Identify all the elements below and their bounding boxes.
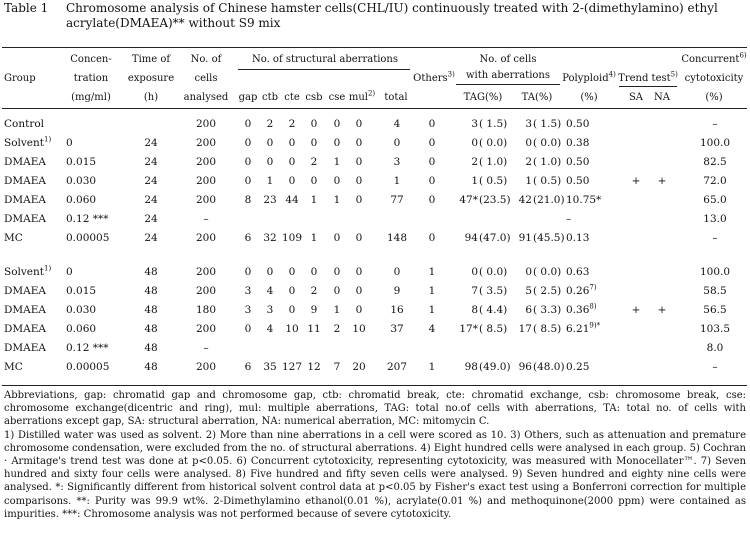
cell-time: 24 <box>144 194 158 206</box>
header-cte: cte <box>284 92 300 103</box>
cell-cte: 0 <box>288 304 296 316</box>
cell-tagp: ( 0.5) <box>479 175 508 187</box>
cell-total: 207 <box>386 361 408 373</box>
cell-poly: 0.13 <box>566 232 590 244</box>
cell-conc: 0.060 <box>66 323 97 335</box>
cell-cells: 200 <box>195 194 217 206</box>
cell-time: 48 <box>144 342 158 354</box>
cell-conc: 0.015 <box>66 156 97 168</box>
cell-others: 0 <box>428 156 436 168</box>
cell-mul: 0 <box>355 118 363 130</box>
cell-others: 0 <box>428 175 436 187</box>
cell-group: DMAEA <box>4 323 46 335</box>
cell-time: 24 <box>144 137 158 149</box>
cell-others: 1 <box>428 285 436 297</box>
cell-total: 4 <box>393 118 401 130</box>
cell-tagp: (23.5) <box>479 194 511 206</box>
cell-cells: 200 <box>195 175 217 187</box>
cell-tag: 47* <box>459 194 478 206</box>
header-ta: TA(%) <box>521 92 553 103</box>
cell-cells: 200 <box>195 323 217 335</box>
header-total: total <box>384 92 408 103</box>
cell-tagp: (47.0) <box>479 232 511 244</box>
cell-cyto: 72.0 <box>703 175 727 187</box>
cell-cells: 200 <box>195 285 217 297</box>
cell-cte: 2 <box>288 118 296 130</box>
header-cytotoxicity-1: Concurrent$^{6)}$ <box>681 51 747 65</box>
header-csb: csb <box>305 92 323 103</box>
cell-conc: 0.12 *** <box>66 342 109 354</box>
header-mul: mul$^{2)}$ <box>348 89 376 103</box>
cell-mul: 20 <box>352 361 366 373</box>
table-title-line-2: acrylate(DMAEA)** without S9 mix <box>66 16 281 30</box>
cell-ctb: 2 <box>266 118 274 130</box>
cell-tap: ( 0.0) <box>533 137 562 149</box>
cell-cyto: 56.5 <box>703 304 727 316</box>
cell-tag: 94 <box>464 232 478 244</box>
cell-na: + <box>657 175 667 187</box>
cell-tagp: (49.0) <box>479 361 511 373</box>
cell-gap: 3 <box>244 304 252 316</box>
cell-poly: – <box>566 213 572 225</box>
cell-conc: 0.015 <box>66 285 97 297</box>
header-time-1: Time of <box>131 54 171 65</box>
header-others: Others$^{3)}$ <box>413 70 455 84</box>
cell-cse: 7 <box>333 361 341 373</box>
cell-time: 24 <box>144 232 158 244</box>
cell-mul: 0 <box>355 194 363 206</box>
cell-cyto: – <box>712 118 718 130</box>
abbreviations-note: Abbreviations, gap: chromatid gap and chromosome gap, ctb: chromatid break, cte: chromatid exchange, csb: chromosome break, cse: chromosome exchange(dicentric and ring), mul: multiple aberrations, TAG: total no.of cells with aberrations, TA: total no. of cells with aberrations except gap, SA: structural aberration, NA: numerical aberration, MC: mitomycin C. <box>4 390 746 428</box>
header-cells-1: No. of <box>190 54 222 65</box>
cell-group: DMAEA <box>4 342 46 354</box>
cell-gap: 8 <box>244 194 252 206</box>
cell-poly: 0.38 <box>566 137 590 149</box>
cell-cells: – <box>203 342 209 354</box>
cell-cse: 2 <box>333 323 341 335</box>
header-rule <box>2 108 747 109</box>
cell-tag: 8 <box>471 304 478 316</box>
cell-cyto: 65.0 <box>703 194 727 206</box>
cell-ctb: 0 <box>266 156 274 168</box>
cell-total: 77 <box>390 194 404 206</box>
cell-others: 1 <box>428 266 436 278</box>
cell-gap: 3 <box>244 285 252 297</box>
cell-poly: 0.50 <box>566 175 590 187</box>
cell-tag: 2 <box>471 156 478 168</box>
cell-group: MC <box>4 361 23 373</box>
cell-tag: 0 <box>471 266 478 278</box>
cell-csb: 2 <box>310 285 318 297</box>
cell-poly: 0.63 <box>566 266 590 278</box>
cell-tap: ( 0.0) <box>533 266 562 278</box>
cell-poly: 0.36$^{8)}$ <box>566 302 597 316</box>
cell-poly: 0.26$^{7)}$ <box>566 283 597 297</box>
structural-subrule <box>238 69 410 70</box>
cell-cse: 0 <box>333 266 341 278</box>
cell-time: 48 <box>144 266 158 278</box>
header-concentration-3: (mg/ml) <box>71 92 111 103</box>
cell-csb: 12 <box>307 361 321 373</box>
cell-cyto: 100.0 <box>699 137 731 149</box>
cell-cte: 10 <box>285 323 299 335</box>
cell-cte: 0 <box>288 137 296 149</box>
cell-poly: $6.21^{9)*}$ <box>566 321 601 335</box>
cell-group: Solvent$^{1)}$ <box>4 135 52 149</box>
header-with-aberrations-1: No. of cells <box>479 54 537 65</box>
cell-total: 3 <box>393 156 401 168</box>
cell-poly: 0.25 <box>566 361 590 373</box>
cell-cyto: 100.0 <box>699 266 731 278</box>
header-ctb: ctb <box>261 92 279 103</box>
cell-time: 24 <box>144 175 158 187</box>
cell-conc: 0.060 <box>66 194 97 206</box>
cell-conc: 0.030 <box>66 304 97 316</box>
cell-cells: 200 <box>195 361 217 373</box>
cell-tag: 1 <box>471 175 478 187</box>
cell-cyto: 82.5 <box>703 156 727 168</box>
header-concentration-2: tration <box>73 73 109 84</box>
cell-sa: + <box>631 304 641 316</box>
cell-tap: ( 1.0) <box>533 156 562 168</box>
header-structural-aberrations: No. of structural aberrations <box>251 54 398 65</box>
cell-cte: 0 <box>288 266 296 278</box>
cell-gap: 0 <box>244 323 252 335</box>
cell-csb: 1 <box>310 194 318 206</box>
cell-conc: 0.12 *** <box>66 213 109 225</box>
cell-gap: 0 <box>244 175 252 187</box>
cell-time: 48 <box>144 323 158 335</box>
cell-others: 1 <box>428 361 436 373</box>
cell-csb: 11 <box>307 323 321 335</box>
cell-mul: 0 <box>355 156 363 168</box>
cell-conc: 0 <box>66 137 73 149</box>
table-number: Table 1 <box>4 1 49 15</box>
cell-gap: 0 <box>244 156 252 168</box>
cell-conc: 0.00005 <box>66 232 110 244</box>
cell-cse: 1 <box>333 304 341 316</box>
cell-cte: 0 <box>288 285 296 297</box>
header-na: NA <box>654 92 670 103</box>
cell-csb: 2 <box>310 156 318 168</box>
cell-group: DMAEA <box>4 156 46 168</box>
header-tag: TAG(%) <box>463 92 503 103</box>
cell-cse: 0 <box>333 232 341 244</box>
cell-ctb: 3 <box>266 304 274 316</box>
cell-ctb: 35 <box>263 361 277 373</box>
cell-others: 0 <box>428 232 436 244</box>
table-title-line-1: Chromosome analysis of Chinese hamster cells(CHL/IU) continuously treated with 2-(dimethylamino) ethyl <box>66 1 718 15</box>
cell-tag: 3 <box>471 118 478 130</box>
cell-time: 48 <box>144 361 158 373</box>
cell-conc: 0.00005 <box>66 361 110 373</box>
cell-ctb: 1 <box>266 175 274 187</box>
cell-mul: 0 <box>355 304 363 316</box>
cell-ta: 6 <box>525 304 532 316</box>
cell-conc: 0 <box>66 266 73 278</box>
cell-tap: (48.0) <box>533 361 565 373</box>
header-cse: cse <box>328 92 346 103</box>
top-rule <box>2 47 747 48</box>
cell-csb: 0 <box>310 175 318 187</box>
cell-cells: 200 <box>195 232 217 244</box>
cell-cse: 0 <box>333 175 341 187</box>
cell-cells: 180 <box>195 304 217 316</box>
cell-tagp: ( 8.5) <box>479 323 508 335</box>
table-notes <box>4 389 746 521</box>
cell-tap: ( 1.5) <box>533 118 562 130</box>
table-caption <box>4 1 746 30</box>
header-time-3: (h) <box>143 92 159 103</box>
cell-ta: 42 <box>518 194 532 206</box>
cell-cte: 0 <box>288 156 296 168</box>
cell-tagp: ( 1.0) <box>479 156 508 168</box>
cell-cells: 200 <box>195 266 217 278</box>
cell-tap: (45.5) <box>533 232 565 244</box>
header-with-aberrations-2: with aberrations <box>465 70 550 81</box>
cell-cells: 200 <box>195 118 217 130</box>
cell-total: 1 <box>393 175 401 187</box>
cell-cte: 44 <box>285 194 299 206</box>
cell-cells: 200 <box>195 137 217 149</box>
cell-cse: 0 <box>333 118 341 130</box>
cell-time: 24 <box>144 156 158 168</box>
cell-ctb: 0 <box>266 137 274 149</box>
cell-tag: 98 <box>464 361 478 373</box>
header-cells-3: analysed <box>183 92 229 103</box>
cell-tap: ( 2.5) <box>533 285 562 297</box>
cell-group: Solvent$^{1)}$ <box>4 264 52 278</box>
header-cytotoxicity-3: (%) <box>705 92 723 103</box>
cell-cte: 127 <box>281 361 303 373</box>
cell-others: 0 <box>428 137 436 149</box>
header-cytotoxicity-2: cytotoxicity <box>684 73 744 84</box>
cell-csb: 0 <box>310 137 318 149</box>
cell-group: Control <box>4 118 45 130</box>
cell-gap: 6 <box>244 232 252 244</box>
cell-poly: 10.75* <box>566 194 602 206</box>
cell-gap: 6 <box>244 361 252 373</box>
cell-tagp: ( 1.5) <box>479 118 508 130</box>
cell-group: DMAEA <box>4 194 46 206</box>
bottom-rule <box>2 385 747 386</box>
cell-gap: 0 <box>244 118 252 130</box>
cell-ta: 1 <box>525 175 532 187</box>
cell-cte: 0 <box>288 175 296 187</box>
cell-ta: 3 <box>525 118 532 130</box>
cell-time: 48 <box>144 304 158 316</box>
cell-tagp: ( 3.5) <box>479 285 508 297</box>
cell-csb: 0 <box>310 118 318 130</box>
aberrations-subrule <box>456 84 560 85</box>
cell-csb: 1 <box>310 232 318 244</box>
cell-ta: 96 <box>518 361 532 373</box>
cell-tap: ( 0.5) <box>533 175 562 187</box>
header-time-2: exposure <box>127 73 175 84</box>
cell-others: 0 <box>428 194 436 206</box>
cell-group: MC <box>4 232 23 244</box>
cell-poly: 0.50 <box>566 118 590 130</box>
cell-total: 0 <box>393 137 401 149</box>
cell-gap: 0 <box>244 137 252 149</box>
cell-tag: 17* <box>459 323 478 335</box>
cell-ctb: 32 <box>263 232 277 244</box>
footnotes: 1) Distilled water was used as solvent. 2) More than nine aberrations in a cell were scored as 10. 3) Others, such as attenuation and premature chromosome condensation, were excluded from the no. of structural aberrations. 4) Eight hundred cells were analysed in each group. 5) Cochran · Armitage's trend test was done at p<0.05. 6) Concurrent cytotoxicity, representing cytotoxicity, was measured with Monocellater™. 7) Seven hundred and sixty four cells were analysed. 8) Five hundred and fifty seven cells were analysed. 9) Seven hundred and eighty nine cells were analysed. *: Significantly different from historical solvent control data at p<0.05 by Fisher's exact test using a Bonferroni correction for multiple comparisons. **: Purity was 99.9 wt%. 2-Dimethylamino ethanol(0.01 %), acrylate(0.01 %) and methoquinone(2000 ppm) were contained as impurities. ***: Chromosome analysis was not performed because of severe cytotoxicity. <box>4 429 746 520</box>
cell-total: 148 <box>386 232 408 244</box>
cell-cse: 0 <box>333 285 341 297</box>
cell-total: 16 <box>390 304 404 316</box>
cell-ctb: 4 <box>266 285 274 297</box>
cell-gap: 0 <box>244 266 252 278</box>
cell-cyto: 13.0 <box>703 213 727 225</box>
cell-mul: 0 <box>355 137 363 149</box>
cell-group: DMAEA <box>4 213 46 225</box>
cell-ta: 91 <box>518 232 532 244</box>
cell-total: 0 <box>393 266 401 278</box>
cell-cyto: 8.0 <box>706 342 724 354</box>
trend-subrule <box>619 86 677 87</box>
cell-others: 0 <box>428 118 436 130</box>
cell-ta: 17 <box>518 323 532 335</box>
cell-group: DMAEA <box>4 175 46 187</box>
cell-mul: 0 <box>355 266 363 278</box>
cell-cse: 0 <box>333 137 341 149</box>
cell-tagp: ( 4.4) <box>479 304 508 316</box>
cell-mul: 0 <box>355 175 363 187</box>
cell-ta: 2 <box>525 156 532 168</box>
cell-tagp: ( 0.0) <box>479 266 508 278</box>
cell-cyto: – <box>712 232 718 244</box>
cell-group: DMAEA <box>4 304 46 316</box>
cell-cells: 200 <box>195 156 217 168</box>
cell-ctb: 0 <box>266 266 274 278</box>
cell-cte: 109 <box>281 232 303 244</box>
header-sa: SA <box>628 92 644 103</box>
cell-cells: – <box>203 213 209 225</box>
cell-group: DMAEA <box>4 285 46 297</box>
cell-mul: 0 <box>355 232 363 244</box>
cell-csb: 9 <box>310 304 318 316</box>
cell-ta: 0 <box>525 137 532 149</box>
cell-tap: ( 3.3) <box>533 304 562 316</box>
cell-cse: 1 <box>333 194 341 206</box>
cell-na: + <box>657 304 667 316</box>
header-gap: gap <box>238 92 258 103</box>
cell-time: 24 <box>144 213 158 225</box>
cell-cyto: 103.5 <box>699 323 731 335</box>
cell-ctb: 23 <box>263 194 277 206</box>
cell-total: 9 <box>393 285 401 297</box>
cell-ta: 5 <box>525 285 532 297</box>
cell-sa: + <box>631 175 641 187</box>
cell-tagp: ( 0.0) <box>479 137 508 149</box>
cell-cyto: – <box>712 361 718 373</box>
cell-tap: ( 8.5) <box>533 323 562 335</box>
cell-time: 48 <box>144 285 158 297</box>
cell-mul: 0 <box>355 285 363 297</box>
header-polyploid-unit: (%) <box>580 92 598 103</box>
cell-others: 4 <box>428 323 436 335</box>
cell-conc: 0.030 <box>66 175 97 187</box>
header-trend-test: Trend test$^{5)}$ <box>618 70 678 84</box>
cell-mul: 10 <box>352 323 366 335</box>
header-concentration-1: Concen- <box>70 54 112 65</box>
header-group: Group <box>4 73 36 84</box>
cell-cse: 1 <box>333 156 341 168</box>
cell-ta: 0 <box>525 266 532 278</box>
cell-tag: 0 <box>471 137 478 149</box>
cell-total: 37 <box>390 323 404 335</box>
cell-poly: 0.50 <box>566 156 590 168</box>
cell-ctb: 4 <box>266 323 274 335</box>
cell-csb: 0 <box>310 266 318 278</box>
cell-tap: (21.0) <box>533 194 565 206</box>
table-title <box>66 1 746 31</box>
cell-cyto: 58.5 <box>703 285 727 297</box>
header-polyploid: Polyploid$^{4)}$ <box>562 70 616 84</box>
cell-others: 1 <box>428 304 436 316</box>
header-cells-2: cells <box>194 73 218 84</box>
cell-tag: 7 <box>471 285 478 297</box>
